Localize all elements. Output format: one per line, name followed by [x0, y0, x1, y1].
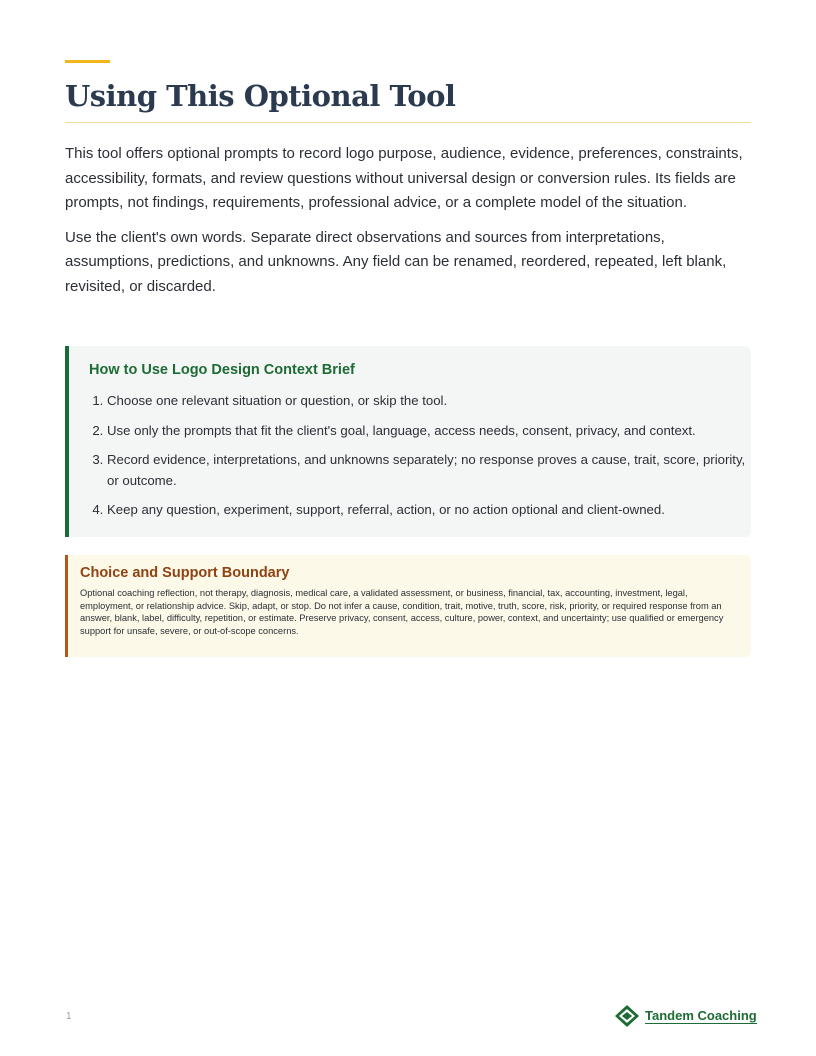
support-boundary-callout [65, 555, 751, 657]
page-number: 1 [66, 1011, 72, 1022]
how-to-step-1: 1. Choose one relevant situation or question, or skip the tool. [107, 391, 752, 412]
intro-paragraph-2: Use the client's own words. Separate direct observations and sources from interpretations, assumptions, predictions, and unknowns. Any field can be renamed, reordered, repeated, left blank, revisited, or discarded. [65, 228, 727, 295]
support-boundary-text: Optional coaching reflection, not therapy, diagnosis, medical care, a validated assessment, or business, financial, tax, accounting, investment, legal, employment, or relationship advice. Skip, adapt, or stop. Do not infer a cause, condition, trait, motive, truth, score, risk, priority, or required response from an answer, blank, label, difficulty, repetition, or estimate. Preserve privacy, consent, access, culture, power, context, and uncertainty; use qualified or emergency support for unsafe, severe, or out-of-scope concerns. [80, 588, 724, 636]
brand-name: Tandem Coaching [645, 1008, 757, 1023]
how-to-use-steps [89, 391, 752, 530]
diamond-logo-icon [614, 1004, 640, 1028]
title-divider [65, 122, 751, 123]
how-to-step-3: 3. Record evidence, interpretations, and unknowns separately; no response proves a cause, trait, score, priority, or outcome. [107, 450, 752, 491]
intro-paragraph-1: This tool offers optional prompts to record logo purpose, audience, evidence, preferences, constraints, accessibility, formats, and review questions without universal design or conversion rules. Its fields are prompts, not findings, requirements, professional advice, or a complete model of the situation. [65, 145, 743, 212]
brand-logo [614, 1004, 757, 1028]
intro-section [65, 142, 755, 310]
how-to-use-callout [65, 346, 751, 537]
how-to-use-title: How to Use Logo Design Context Brief [89, 362, 355, 378]
title-accent-bar [65, 60, 110, 63]
how-to-step-4: 4. Keep any question, experiment, support, referral, action, or no action optional and client-owned. [107, 500, 752, 521]
page-title: Using This Optional Tool [65, 79, 456, 113]
support-boundary-title: Choice and Support Boundary [80, 565, 290, 581]
how-to-step-2: 2. Use only the prompts that fit the client's goal, language, access needs, consent, privacy, and context. [107, 421, 752, 442]
